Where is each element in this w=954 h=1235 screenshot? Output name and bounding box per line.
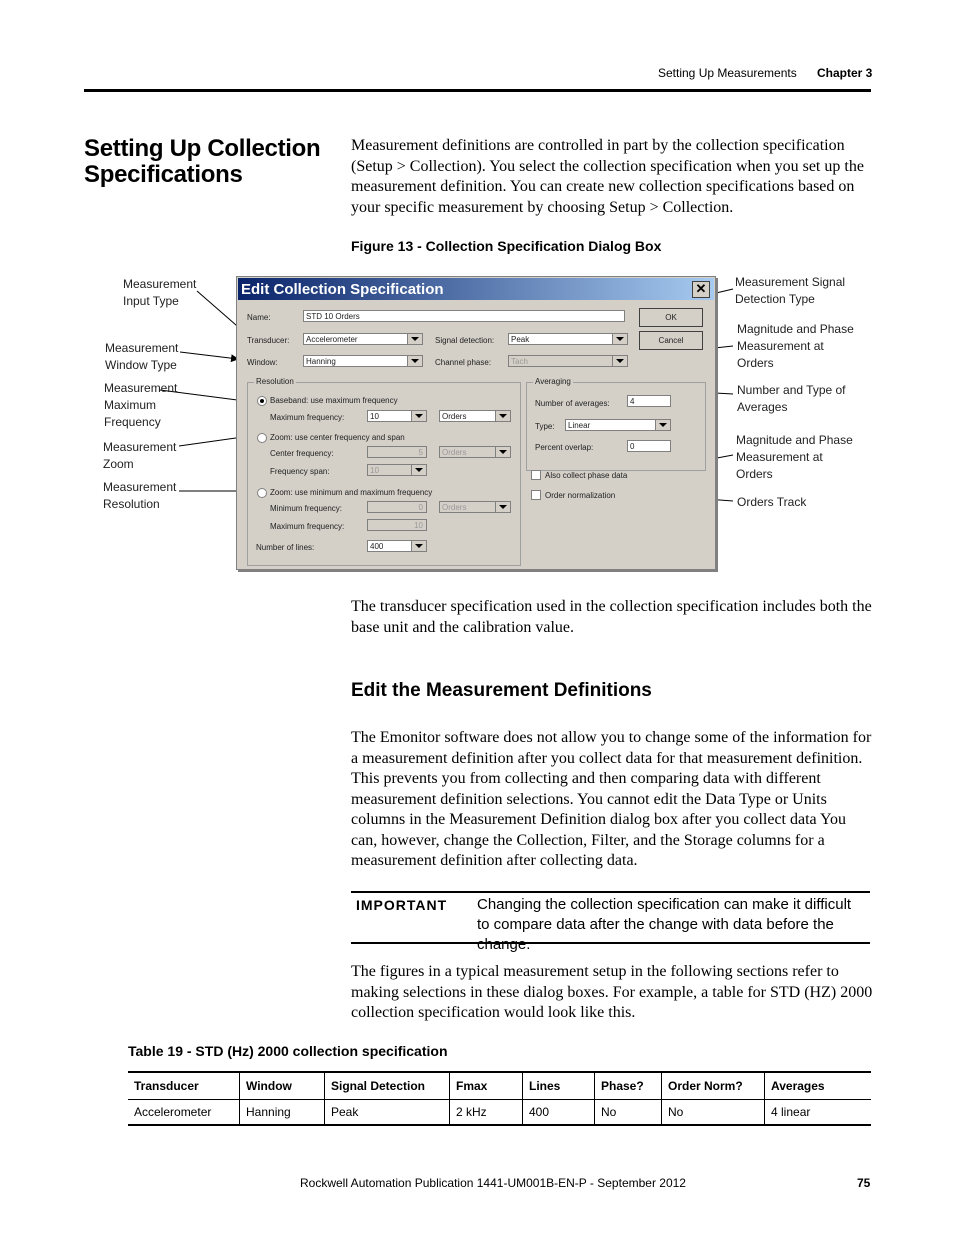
zoom-minmax-radio[interactable] (257, 488, 267, 498)
order-normalization-label: Order normalization (545, 491, 616, 500)
dialog-title: Edit Collection Specification (241, 281, 444, 298)
freq-span-value: 10 (370, 466, 379, 475)
chevron-down-icon (499, 414, 507, 418)
section-title: Setting Up Collection Specifications (84, 135, 321, 188)
collection-spec-table (128, 1071, 871, 1126)
callout-signal-detection: Measurement Signal Detection Type (735, 275, 846, 306)
window-select[interactable] (303, 355, 423, 367)
chevron-down-icon (411, 359, 419, 363)
subsection-title: Edit the Measurement Definitions (351, 680, 652, 701)
phase-data-checkbox[interactable] (531, 470, 541, 480)
arrow-window-type (180, 352, 238, 359)
close-icon[interactable]: ✕ (692, 281, 710, 298)
center-freq-label: Center frequency: (270, 449, 334, 458)
transducer-label: Transducer: (247, 336, 290, 345)
table-cell: 400 (523, 1100, 595, 1126)
chevron-down-icon (499, 450, 507, 454)
signal-detection-value: Peak (511, 335, 530, 344)
zoom-center-radio[interactable] (257, 433, 267, 443)
num-averages-input[interactable]: 4 (627, 395, 671, 407)
dialog-title-bar (238, 278, 714, 300)
avg-type-value: Linear (568, 421, 591, 430)
min-freq-label: Minimum frequency: (270, 504, 343, 513)
callout-mag-phase-2: Magnitude and Phase Measurement at Orders (736, 433, 853, 481)
table-caption: Table 19 - STD (Hz) 2000 collection specification (128, 1043, 448, 1059)
table-row (128, 1100, 871, 1126)
table-header: Phase? (595, 1072, 662, 1100)
signal-detection-select[interactable] (508, 333, 628, 345)
chevron-down-icon (616, 337, 624, 341)
callout-input-type: Measurement Input Type (123, 277, 197, 308)
transducer-select[interactable] (303, 333, 423, 345)
min-freq-unit-select[interactable] (439, 501, 511, 513)
table-cell: Hanning (240, 1100, 325, 1126)
type-label: Type: (535, 422, 555, 431)
table-header: Signal Detection (325, 1072, 450, 1100)
page-number: 75 (857, 1176, 871, 1190)
edit-paragraph: The Emonitor software does not allow you to change some of the information for a measurement definition after you collect data for that measurement definition. This prevents you from collecting and then comparing data with different measurement definition selections. You cannot edit the Data Type or Units columns in the Measurement Definition dialog box after you collect data You can, however, change the Collection, Filter, and the Storage columns for a measurement definition after collecting data. (351, 729, 872, 869)
transducer-value: Accelerometer (306, 335, 358, 344)
collection-spec-dialog (236, 276, 716, 570)
center-freq-unit-value: Orders (442, 448, 467, 457)
lines-select[interactable] (367, 540, 427, 552)
chevron-down-icon (411, 337, 419, 341)
overlap-label: Percent overlap: (535, 443, 594, 452)
callout-resolution: Measurement Resolution (103, 480, 177, 511)
chevron-down-icon (415, 414, 423, 418)
max-freq2-label: Maximum frequency: (270, 522, 345, 531)
header-chapter: Chapter 3 (817, 66, 873, 80)
table-cell: 2 kHz (450, 1100, 523, 1126)
max-freq2-input[interactable]: 10 (367, 519, 427, 531)
table-cell: No (595, 1100, 662, 1126)
max-freq-unit-select[interactable] (439, 410, 511, 422)
callout-mag-phase-1: Magnitude and Phase Measurement at Orders (737, 322, 854, 370)
avg-type-select[interactable] (565, 419, 671, 431)
table-header: Window (240, 1072, 325, 1100)
table-header: Order Norm? (662, 1072, 765, 1100)
max-freq-value: 10 (370, 412, 379, 421)
phase-data-label: Also collect phase data (545, 471, 628, 480)
transducer-paragraph: The transducer specification used in the collection specification includes both the base unit and the calibration value. (351, 598, 872, 636)
table-cell: 4 linear (765, 1100, 872, 1126)
callout-averages: Number and Type of Averages (737, 383, 846, 414)
averaging-title: Averaging (535, 377, 571, 386)
table-header-row (128, 1072, 871, 1100)
cancel-button[interactable]: Cancel (639, 331, 703, 350)
figures-paragraph: The figures in a typical measurement setup in the following sections refer to making selections in these dialog boxes. For example, a table for STD (HZ) 2000 collection specification would look like this. (351, 963, 873, 1021)
callout-zoom: Measurement Zoom (103, 440, 177, 471)
max-freq-label: Maximum frequency: (270, 413, 345, 422)
channel-phase-select[interactable] (508, 355, 628, 367)
table-header: Transducer (128, 1072, 240, 1100)
table-header: Averages (765, 1072, 872, 1100)
callout-max-freq: Measurement Maximum Frequency (104, 381, 178, 429)
chevron-down-icon (659, 423, 667, 427)
min-freq-input[interactable]: 0 (367, 501, 427, 513)
ok-button[interactable]: OK (639, 308, 703, 327)
averaging-group (526, 377, 706, 471)
baseband-label: Baseband: use maximum frequency (270, 396, 398, 405)
baseband-radio[interactable] (257, 396, 267, 406)
footer-publication: Rockwell Automation Publication 1441-UM001B-EN-P - September 2012 (300, 1176, 686, 1190)
channel-phase-value: Tach (511, 357, 528, 366)
intro-paragraph: Measurement definitions are controlled in part by the collection specification (Setup > Collection). You select the collection specification when you set up the measurement definition. You can create new collection specifications based on your specific measurement by choosing Setup > Collection. (351, 137, 864, 216)
important-text: Changing the collection specification can make it difficult to compare data after the change with data before the change. (477, 896, 852, 953)
callout-orders-track: Orders Track (737, 495, 807, 509)
chevron-down-icon (415, 468, 423, 472)
header-section: Setting Up Measurements (658, 66, 797, 80)
center-freq-input[interactable]: 5 (367, 446, 427, 458)
window-label: Window: (247, 358, 278, 367)
chevron-down-icon (616, 359, 624, 363)
important-box (351, 891, 870, 953)
table-cell: No (662, 1100, 765, 1126)
important-label: IMPORTANT (356, 897, 448, 913)
channel-phase-label: Channel phase: (435, 358, 492, 367)
max-freq-unit-value: Orders (442, 412, 467, 421)
table-header: Lines (523, 1072, 595, 1100)
lines-label: Number of lines: (256, 543, 315, 552)
callout-window-type: Measurement Window Type (105, 341, 179, 372)
chevron-down-icon (499, 505, 507, 509)
min-freq-unit-value: Orders (442, 503, 467, 512)
signal-detection-label: Signal detection: (435, 336, 495, 345)
zoom-center-label: Zoom: use center frequency and span (270, 433, 405, 442)
center-freq-unit-select[interactable] (439, 446, 511, 458)
overlap-input[interactable]: 0 (627, 440, 671, 452)
name-input[interactable]: STD 10 Orders (303, 310, 625, 322)
max-freq-input[interactable] (367, 410, 427, 422)
table-header: Fmax (450, 1072, 523, 1100)
order-normalization-checkbox[interactable] (531, 490, 541, 500)
window-value: Hanning (306, 357, 336, 366)
lines-value: 400 (370, 542, 384, 551)
num-averages-label: Number of averages: (535, 399, 610, 408)
resolution-title: Resolution (256, 377, 294, 386)
resolution-group (247, 377, 521, 566)
name-label: Name: (247, 313, 271, 322)
chevron-down-icon (415, 544, 423, 548)
table-cell: Peak (325, 1100, 450, 1126)
freq-span-label: Frequency span: (270, 467, 330, 476)
zoom-minmax-label: Zoom: use minimum and maximum frequency (270, 488, 433, 497)
freq-span-input[interactable] (367, 464, 427, 476)
figure-caption: Figure 13 - Collection Specification Dialog Box (351, 238, 662, 254)
table-cell: Accelerometer (128, 1100, 240, 1126)
